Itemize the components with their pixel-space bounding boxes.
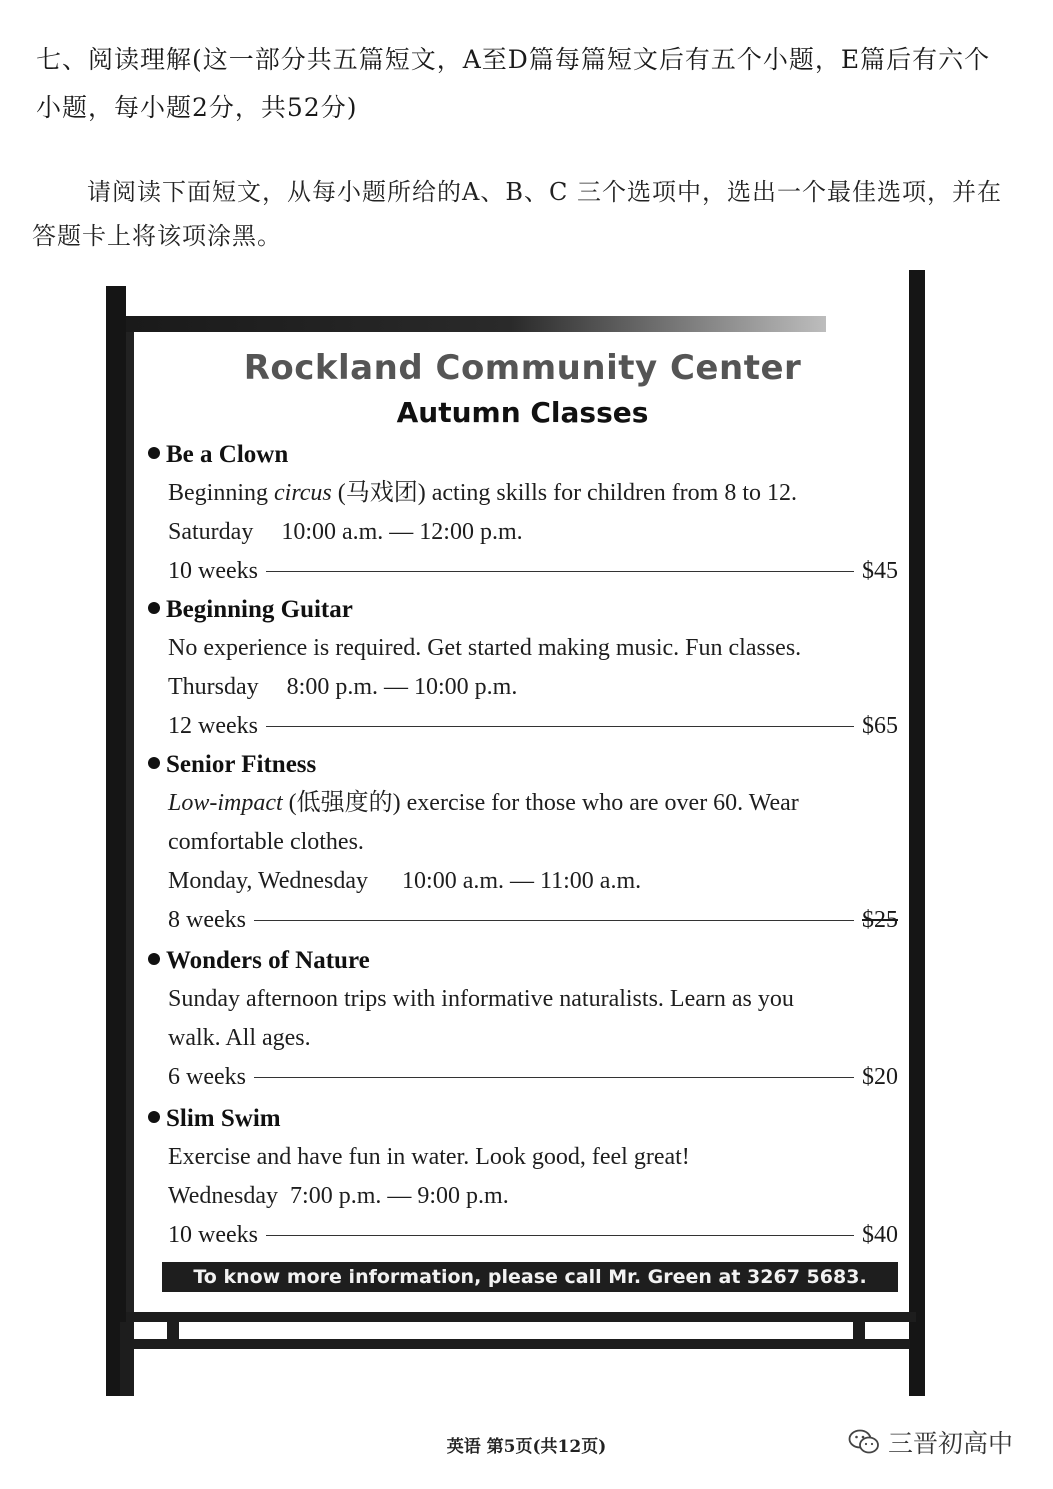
section-title: 七、阅读理解(这一部分共五篇短文，A至D篇每篇短文后有五个小题，E篇后有六个小题，每小题2分，共52分) [36, 45, 991, 122]
board-frame-base [120, 1339, 910, 1349]
leader-line [266, 1235, 854, 1236]
class-price: $25 [862, 907, 898, 933]
board-frame-corner [120, 1322, 134, 1396]
leader-line [266, 571, 854, 572]
board-frame-left [106, 286, 126, 1396]
classes-subtitle: Autumn Classes [396, 396, 649, 429]
class-price: $40 [862, 1222, 898, 1248]
class-duration: 12 weeks [168, 713, 258, 739]
board-frame-leg-right [853, 1312, 865, 1348]
board-frame-leg-left [167, 1312, 179, 1348]
class-price-row [168, 1058, 898, 1097]
contact-info-bar: To know more information, please call Mr. Green at 3267 5683. [162, 1262, 898, 1292]
bullet-icon [148, 602, 160, 614]
leader-line [254, 1077, 854, 1078]
class-price: $45 [862, 558, 898, 584]
class-schedule: Thursday 8:00 p.m. — 10:00 p.m. [168, 674, 518, 700]
bullet-icon [148, 447, 160, 459]
class-description: Sunday afternoon trips with informative naturalists. Learn as you [168, 986, 794, 1012]
class-description-cont: comfortable clothes. [168, 829, 364, 855]
class-price: $65 [862, 713, 898, 739]
bullet-icon [148, 757, 160, 769]
bullet-icon [148, 953, 160, 965]
notice-board [140, 340, 905, 1305]
center-name: Rockland Community Center [243, 348, 802, 388]
board-frame-right [909, 270, 925, 1396]
class-duration: 10 weeks [168, 1222, 258, 1248]
instruction-text: 请阅读下面短文，从每小题所给的A、B、C 三个选项中，选出一个最佳选项，并在答题卡上将该项涂黑。 [32, 178, 1002, 250]
class-description: Exercise and have fun in water. Look good, feel great! [168, 1144, 690, 1170]
class-price-row [168, 707, 898, 746]
class-title: Beginning Guitar [148, 591, 900, 629]
class-description: No experience is required. Get started making music. Fun classes. [168, 635, 802, 661]
class-price-row [168, 901, 898, 940]
class-description-cont: walk. All ages. [168, 1025, 311, 1051]
class-duration: 8 weeks [168, 907, 246, 933]
class-slim-swim [148, 1100, 900, 1255]
watermark [848, 1424, 1013, 1460]
class-price-row [168, 552, 898, 591]
board-frame-top [126, 316, 826, 332]
class-title: Wonders of Nature [148, 942, 900, 980]
board-frame-left-inner [126, 318, 134, 1318]
class-beginning-guitar [148, 591, 900, 746]
leader-line [254, 920, 854, 921]
class-price: $20 [862, 1064, 898, 1090]
class-title: Senior Fitness [148, 746, 900, 784]
class-title: Be a Clown [148, 436, 900, 474]
page-number: 英语 第5页(共12页) [446, 1437, 607, 1457]
class-wonders-of-nature [148, 942, 900, 1097]
class-duration: 10 weeks [168, 558, 258, 584]
class-be-a-clown [148, 436, 900, 591]
class-title: Slim Swim [148, 1100, 900, 1138]
watermark-text: 三晋初高中 [888, 1429, 1014, 1458]
class-schedule: Wednesday 7:00 p.m. — 9:00 p.m. [168, 1183, 509, 1209]
class-price-row [168, 1216, 898, 1255]
leader-line [266, 726, 854, 727]
bullet-icon [148, 1111, 160, 1123]
class-schedule: Monday, Wednesday 10:00 a.m. — 11:00 a.m. [168, 868, 642, 894]
wechat-icon [848, 1428, 880, 1456]
board-frame-bottom [126, 1312, 916, 1322]
class-duration: 6 weeks [168, 1064, 246, 1090]
class-schedule: Saturday 10:00 a.m. — 12:00 p.m. [168, 519, 523, 545]
class-senior-fitness [148, 746, 900, 940]
class-description: Beginning circus (马戏团) acting skills for children from 8 to 12. [168, 480, 798, 506]
class-description: Low-impact (低强度的) exercise for those who are over 60. Wear [168, 790, 799, 816]
